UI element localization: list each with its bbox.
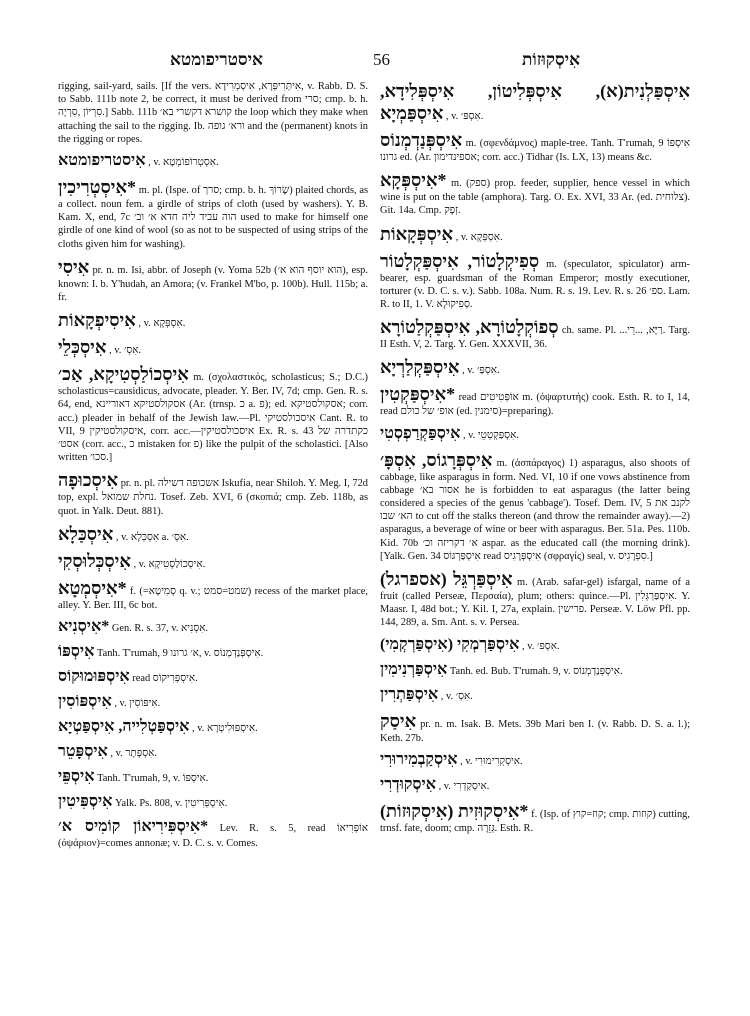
entry-headword: סְפִיקְלָטוֹר, אִיסְפַּקְלָטוֹר [380, 250, 540, 271]
entry-headword: אִיסְפִּיטִין [58, 793, 113, 811]
entry-definition: f. (Isp. of קוז=קוץ; cmp. קוזות) cutting, trnsf. fate, doom; cmp. גְּזֵרָה. Esth. R. [380, 808, 690, 834]
entry-headword: *אִיסְפַּקְטִין [380, 384, 456, 405]
dictionary-entry [58, 309, 368, 331]
entry-definition: , v. אִסְ׳. [440, 690, 473, 702]
dictionary-entry [380, 356, 690, 378]
dictionary-entry [58, 617, 368, 637]
entry-definition: read אִיסְפְּרִיקוֹס. [132, 673, 198, 685]
dictionary-entry [58, 469, 368, 517]
entry-definition: pr. n. pl. אשכופה דשילה Iskufia, near Shiloh. Y. Meg. I, 72d top, expl. נחלת שמואל. Tosef. Zeb. XVI, 6 (σκοπιά; cmp. Zeb. 118b, as quot. in Yalk. Deut. 881). [58, 478, 368, 517]
entry-definition: m. (σχολαστικός, scholasticus; S.; D.C.) scholasticus=causidicus, advocate, pleader. Y. Ber. IV, 7d; cmp. Gen. R. s. 64, end, אסקולסטיקא דאוריינא (Ar. (trnsp. כ a. פ); ed. אסקולסטיקא; corr. acc.) pleader in behalf of the Jewish law.—Pl. איסכולסטיקי Cant. R. to VII, 9 איסקולסטיקין, corr. acc.—איסכולסטיקין Ex. R. s. 43 כקתדרה של אסט׳ (corr. acc., כ mistaken for פ) like the pulpit of the scholastici. [Also written סכו׳.] [58, 372, 368, 464]
entry-headword: אִיסְפְּנַדְמְנוֹס [380, 130, 463, 150]
entry-headword: אִיסְכוּפָה [58, 470, 119, 491]
entry-definition: , v. אִסְפַּקְטְטֵי. [462, 429, 519, 441]
dictionary-entry [380, 169, 690, 217]
dictionary-entry [58, 667, 368, 687]
dictionary-entry [380, 250, 690, 312]
entry-headword: אִיסְכוֹלַסְטִיקָא, אַכ׳ [58, 364, 189, 385]
dictionary-entry [380, 80, 690, 124]
entry-headword: אִיסְקַבְמִירוּרִי [380, 750, 458, 768]
entry-headword: אִיסְפַּקְלַרְיָא [380, 357, 460, 378]
entry-headword: אִיסְכַּלָא [58, 523, 114, 544]
entry-definition: , v. אִסְפּ׳. [445, 111, 484, 122]
entry-headword: אִיסַק [380, 710, 417, 731]
entry-headword: אִיסְפּוֹסִין [58, 693, 112, 711]
right-column [380, 80, 690, 840]
dictionary-entry [58, 817, 368, 850]
entry-definition: ch. same. Pl. ...רַיָּא, ...רֵי. Targ. II Esth. V, 2. Targ. Y. Gen. XXXVII, 36. [380, 325, 690, 351]
dictionary-entry [58, 692, 368, 712]
entry-definition: pr. n. m. Isak. B. Mets. 39b Mari ben I. (v. Rabb. D. S. a. l.); Keth. 27b. [380, 718, 690, 744]
entry-definition: , v. אִסְ׳. [109, 345, 142, 357]
running-header [40, 44, 710, 74]
entry-headword: אִיסְפַּלְנִית(א), אִיסְפְּלִיטוֹן, אִיסְפְּלִידָא, אִיסְפַּמְיָא [380, 81, 690, 123]
dictionary-entry [380, 710, 690, 745]
entry-headword: אִיסְפַּתְרִין [380, 685, 439, 703]
entry-definition: , v. אִיסְפּוּלִיטְרָא. [192, 723, 258, 735]
entry-headword: אִיסטריפומטא [58, 152, 146, 170]
entry-definition: , v. אִסְפַּ׳. [462, 365, 500, 377]
entry-headword: אִיסְפְּקָאוֹת [380, 223, 454, 244]
entry-definition: , v. אִסְפְּקָא. [455, 231, 503, 243]
page-number: 56 [373, 50, 390, 69]
entry-definition: , v. אִיפּוֹסִין. [114, 698, 161, 710]
entry-headword: אִיסְפַּרְגֵּל (אספרגל) [380, 569, 513, 590]
dictionary-entry [380, 383, 690, 418]
entry-headword: אִיסְפַּרְמְקִי (אִיסְפַּרְקְמִי) [380, 635, 520, 653]
entry-definition: , v. אִסְפּ׳. [522, 640, 560, 652]
entry-headword: *אִיסְפְּקָא [380, 170, 447, 191]
entry-headword: אִיסְקוּדְרִי [380, 775, 436, 793]
right-running-title: אִיסְקוּזוֹת [522, 50, 580, 69]
entry-definition: m. (ἀσπάραγος) 1) asparagus, also shoots of cabbage, like asparagus in form. Ned. VI, 10 if one vows abstinence from cabbage אסור בא׳ he is forbidden to eat asparagus (the latter being considered a species of the genus 'cabbage'). Tosef. Dem. IV, 5 לקנב את הא׳ שבו to cut off the stalks thereon (and throw the remainder away).—2) asparagus, a beverage of wine or beer with asparagus. Ber. 51a. Pes. 110b. Kid. 70b א׳ דקריזה וכ׳ aspar. as the educated call (the morning drink). [Yalk. Gen. 34 אִיסְפַּרְגּוֹס read אִיסְפְּרָגִיס (σφραγίς) seal, v. סִפְרָגִיס.] [380, 457, 691, 562]
entry-headword: אִיסְפַּקְרַפְסְטִי [380, 424, 461, 442]
dictionary-entry [380, 316, 690, 351]
entry-definition: Gen. R. s. 37, v. אִסְנִיא. [111, 623, 209, 635]
entry-definition: m. (speculator, spiculator) arm-bearer, esp. guardsman of the Roman Emperor; mostly executioner, torturer (v. D. C. s. v.). Sabb. 108a. Num. R. s. 19. Lev. R. s. 26 ספ׳. Lam. R. to II, 1. V. סְפִיקוּלָא. [380, 258, 690, 311]
entry-headword: אִיסְפַּטְלִייה, אִיסְפַּטְיָא [58, 718, 190, 736]
entry-headword: אִיסִי [58, 256, 90, 277]
dictionary-entry [58, 717, 368, 737]
entry-headword: אִיסְפָּטֵר [58, 743, 108, 761]
dictionary-entry [58, 336, 368, 358]
entry-headword: *אִיסְפִּירִיאוֹן קוֹמִיס א׳ [58, 818, 209, 836]
entry-definition: pr. n. m. Isi, abbr. of Joseph (v. Yoma 52b (הוא יוסף הוא א׳), esp. known: I. b. Y'hudah, an Amora; (v. Frankel M'bo, p. 100b). Hull. 115b; a. fr. [58, 264, 368, 304]
dictionary-entry [380, 685, 690, 705]
dictionary-entry [380, 800, 690, 835]
entry-definition: Tanh. T'rumah, 9, v. אִיסְפּוֹ. [97, 773, 209, 785]
entry-definition: m. (ספק) prop. feeder, supplier, hence vessel in which wine is put on the table (amphora). Targ. O. Ex. XVI, 33 Ar. (ed. צלוחית). Git. 14a. Cmp. זְפָק. [380, 178, 690, 217]
entry-definition: m. pl. (Ispe. of סרך; cmp. b. h. שָׂרוֹךְ) plaited chords, as a collect. noun fem. a girdle of strips of cloth (used by washers). Y. B. Kam. X, end, 7c הוה עביד ליה חדא א׳ וב׳ used to make for himself one girdle of one kind of wool (so as not to be suspected of using strips of the cloths given him for washing). [58, 185, 369, 250]
dictionary-entry [58, 550, 368, 572]
dictionary-entry [380, 424, 690, 444]
entry-definition: , v. אִסְפָּתָר. [110, 748, 157, 760]
dictionary-entry [58, 577, 368, 612]
entry-definition: read אוֹפְּטִיטִים m. (ὀψαρτυτής) cook. Esth. R. to I, 14, read אופ׳ של כולם (ed. סימנין)=preparing). [380, 392, 690, 418]
dictionary-entry [380, 775, 690, 795]
dictionary-entry [58, 363, 368, 464]
entry-headword: אִיסְפּוֹ [58, 643, 95, 661]
entry-definition: Yalk. Ps. 808, v. אִיסְפְּרִיטִין. [115, 798, 228, 810]
entry-definition: , v. אִיסְקַדְרִי. [438, 780, 490, 792]
dictionary-entry [380, 223, 690, 245]
dictionary-entry [58, 792, 368, 812]
entry-headword: אִיסְפַּרְנִימִין [380, 660, 448, 678]
entry-headword: אִיסְכְּלֵי [58, 337, 107, 358]
entry-headword: אִיסְפּוּמוּקוֹס [58, 668, 130, 686]
dictionary-entry [58, 767, 368, 787]
entry-definition: m. (σφενδάμνος) maple-tree. Tanh. T'rumah, 9 אִיסְפּוֹ גרונו ed. (Ar. אספינדימון; corr. acc.) Tidhar (Is. LX, 13) means &c. [380, 138, 690, 163]
dictionary-entry [380, 568, 690, 630]
entry-headword: אִיסִיפְקָאוֹת [58, 310, 136, 331]
entry-headword: אִיסְפֵּי [58, 768, 95, 786]
entry-definition: rigging, sail-yard, sails. [If the vers. אִיתְּרִיפְּרָא, אִיסְמְרִידָא, v. Rabb. D. S. to Sabb. 111b note 2, be correct, it must be derived from סרי; cmp. b. h. סִרְיוֹן ,סִרְיָה.] Sabb. 111b קושרא דקשרי בא׳ the loop which they make when attaching the sail to the rigging. Ib. ורא׳ גופה and the (permanent) knots in the rigging or ropes. [58, 81, 369, 145]
entry-headword: סְפוֹקְלָטוֹרָא, אִיסְפַּקְלַטוֹרָא [380, 317, 559, 338]
dictionary-entry [58, 742, 368, 762]
dictionary-entry [58, 642, 368, 662]
left-running-title: איסטריפומטא [170, 50, 263, 69]
dictionary-entry [58, 176, 368, 251]
entry-definition: , v. אִיסְקְרִימוּרִי. [460, 755, 523, 767]
entry-headword: *אִיסְנִיא [58, 618, 110, 636]
dictionary-entry [380, 660, 690, 680]
entry-definition: f. (=סְמִיטָא q. v.; שמט=סמט) recess of the market place, alley. Y. Ber. III, 6c bot. [58, 585, 369, 611]
dictionary-entry [380, 750, 690, 770]
entry-definition: Lev. R. s. 5, read אוֹפְּרִיאוֹ (ὀψάριον)=comes annonæ; v. D. C. s. v. Comes. [58, 823, 368, 850]
dictionary-entry [380, 635, 690, 655]
dictionary-entry [380, 129, 690, 164]
entry-definition: , v. אִסְטְרוֹפוֹמְטָא. [148, 157, 219, 169]
entry-definition: m. (Arab. safar-gel) isfargal, name of a fruit (called Perseæ, Περσαία), plum; others: quince.—Pl. אִיסְפַּרְגְּלִין. Y. Maasr. I, 48d bot.; Y. Kil. I, 27a, explain. פרישין. Perseæ. V. Löw Pfl. pp. 144, 289, a. Sm. Ant. s. v. Persea. [380, 577, 690, 629]
entry-headword: אִיסְכְּלוּסְקִי [58, 550, 131, 571]
entry-headword: אִיסְפְּרָגוֹס, אִסְפָּ׳ [380, 449, 493, 470]
entry-definition: , v. אִסְכְּלָא a. אִסְ׳. [115, 531, 189, 543]
entry-headword: *אִיסְטְרִיכִין [58, 177, 137, 198]
entry-definition: , v. אִיסְכוֹלַסְטִיקָא. [133, 558, 206, 570]
dictionary-entry [58, 151, 368, 171]
entry-definition: Tanh. ed. Bub. T'rumah. 9, v. אִיסְפְּנַדְמְנוֹס. [449, 665, 623, 677]
left-column [58, 80, 368, 855]
entry-definition: Tanh. T'rumah, 9 א׳ גרונו, v. אִיסְפְּנַדְמְנוֹס. [96, 648, 264, 660]
entry-headword: *אִיסְמְטָא [58, 577, 127, 598]
entry-headword: *אִיסְקוּזִית (אִיסְקוּזוֹת) [380, 800, 529, 821]
dictionary-entry [58, 256, 368, 304]
dictionary-entry [58, 80, 368, 146]
dictionary-entry [58, 523, 368, 545]
dictionary-entry [380, 449, 690, 563]
entry-definition: , v. אִסְפְּקָא. [138, 318, 186, 330]
